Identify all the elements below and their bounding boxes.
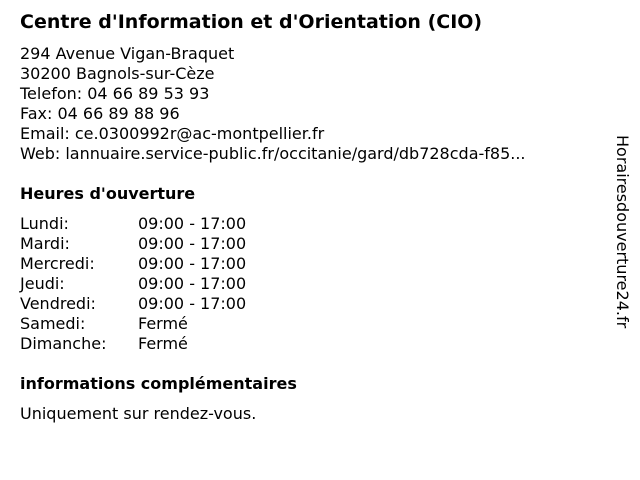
hours-time: 09:00 - 17:00 <box>138 214 247 233</box>
hours-row-lundi <box>20 214 246 234</box>
hours-row-vendredi <box>20 294 246 314</box>
hours-day: Samedi: <box>20 314 86 333</box>
hours-time: 09:00 - 17:00 <box>138 254 247 273</box>
opening-hours-list <box>20 214 246 354</box>
page-title: Centre d'Information et d'Orientation (CIO) <box>20 11 483 33</box>
additional-info-text: Uniquement sur rendez-vous. <box>20 404 257 423</box>
hours-day: Jeudi: <box>20 274 65 293</box>
hours-day: Lundi: <box>20 214 69 233</box>
address-street: 294 Avenue Vigan-Braquet <box>20 44 235 63</box>
address-city: 30200 Bagnols-sur-Cèze <box>20 64 215 83</box>
hours-day: Vendredi: <box>20 294 96 313</box>
hours-row-dimanche <box>20 334 246 354</box>
email-text[interactable]: Email: ce.0300992r@ac-montpellier.fr <box>20 124 325 143</box>
contact-block <box>20 44 526 164</box>
hours-row-jeudi <box>20 274 246 294</box>
hours-time: 09:00 - 17:00 <box>138 234 247 253</box>
hours-time: 09:00 - 17:00 <box>138 274 247 293</box>
hours-row-samedi <box>20 314 246 334</box>
opening-hours-heading: Heures d'ouverture <box>20 184 196 203</box>
hours-day: Mercredi: <box>20 254 95 273</box>
hours-day: Mardi: <box>20 234 70 253</box>
phone-text[interactable]: Telefon: 04 66 89 53 93 <box>20 84 210 103</box>
hours-time: Fermé <box>138 334 188 353</box>
fax-text: Fax: 04 66 89 88 96 <box>20 104 180 123</box>
hours-time: 09:00 - 17:00 <box>138 294 247 313</box>
hours-row-mercredi <box>20 254 246 274</box>
site-watermark: Horairesdouverture24.fr <box>613 135 632 329</box>
hours-row-mardi <box>20 234 246 254</box>
additional-info-heading: informations complémentaires <box>20 374 297 393</box>
hours-day: Dimanche: <box>20 334 107 353</box>
hours-time: Fermé <box>138 314 188 333</box>
web-text[interactable]: Web: lannuaire.service-public.fr/occitanie/gard/db728cda-f85... <box>20 144 526 163</box>
